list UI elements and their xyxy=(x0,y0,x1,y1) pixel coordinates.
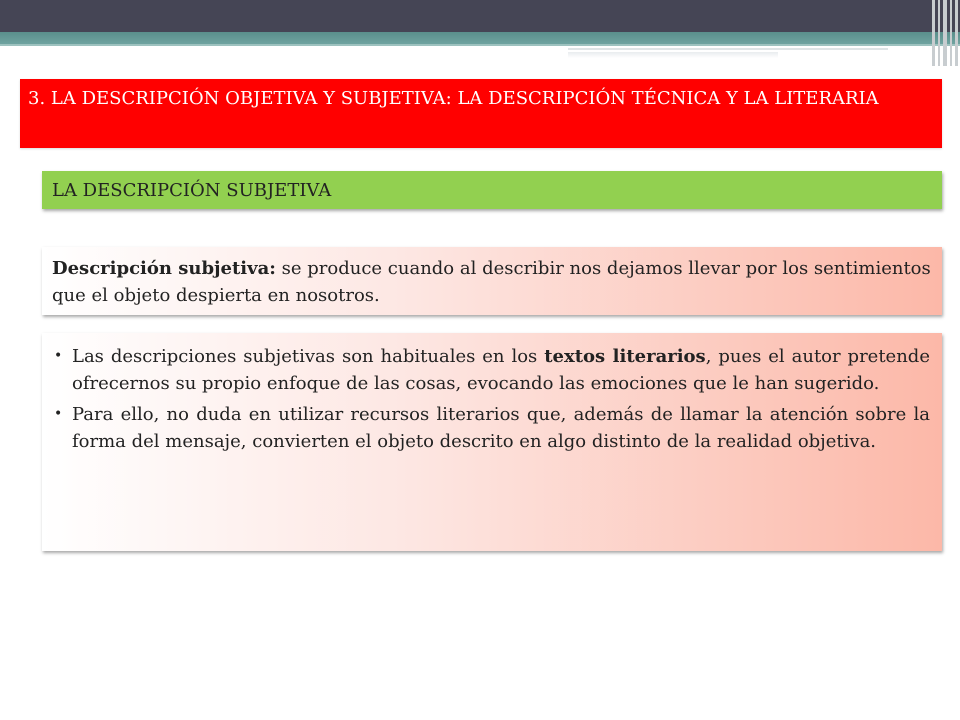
decorative-line xyxy=(568,48,888,50)
bullet-icon: • xyxy=(54,406,63,422)
bullet-text: , pues el autor pretende ofrecernos su propio enfoque de las cosas, evocando las emociones que le han sugerido. xyxy=(72,346,930,394)
list-item xyxy=(54,343,930,397)
bullet-list xyxy=(54,343,930,455)
bullet-list-box xyxy=(42,333,942,551)
section-subtitle-text: LA DESCRIPCIÓN SUBJETIVA xyxy=(52,180,332,201)
slide-title-text: 3. LA DESCRIPCIÓN OBJETIVA Y SUBJETIVA: LA DESCRIPCIÓN TÉCNICA Y LA LITERARIA xyxy=(28,88,879,109)
list-item xyxy=(54,401,930,455)
bullet-icon: • xyxy=(54,348,63,364)
definition-text: se produce cuando al describir nos dejamos llevar por los sentimientos que el objeto despierta en nosotros. xyxy=(52,258,931,306)
bullet-text: Las descripciones subjetivas son habituales en los xyxy=(72,346,545,367)
bullet-bold-text: textos literarios xyxy=(544,346,706,367)
section-subtitle xyxy=(42,171,942,209)
header-accent-stripe xyxy=(0,32,960,44)
definition-box xyxy=(42,247,942,315)
decorative-line xyxy=(568,52,778,58)
header-bar xyxy=(0,0,960,32)
header-accent-line xyxy=(0,44,960,46)
bullet-text: Para ello, no duda en utilizar recursos literarios que, además de llamar la atención sobre la forma del mensaje, convierten el objeto descrito en algo distinto de la realidad objetiva. xyxy=(72,404,930,452)
decorative-vertical-bars xyxy=(928,0,960,66)
slide-title xyxy=(20,79,942,148)
definition-term: Descripción subjetiva: xyxy=(52,258,276,279)
